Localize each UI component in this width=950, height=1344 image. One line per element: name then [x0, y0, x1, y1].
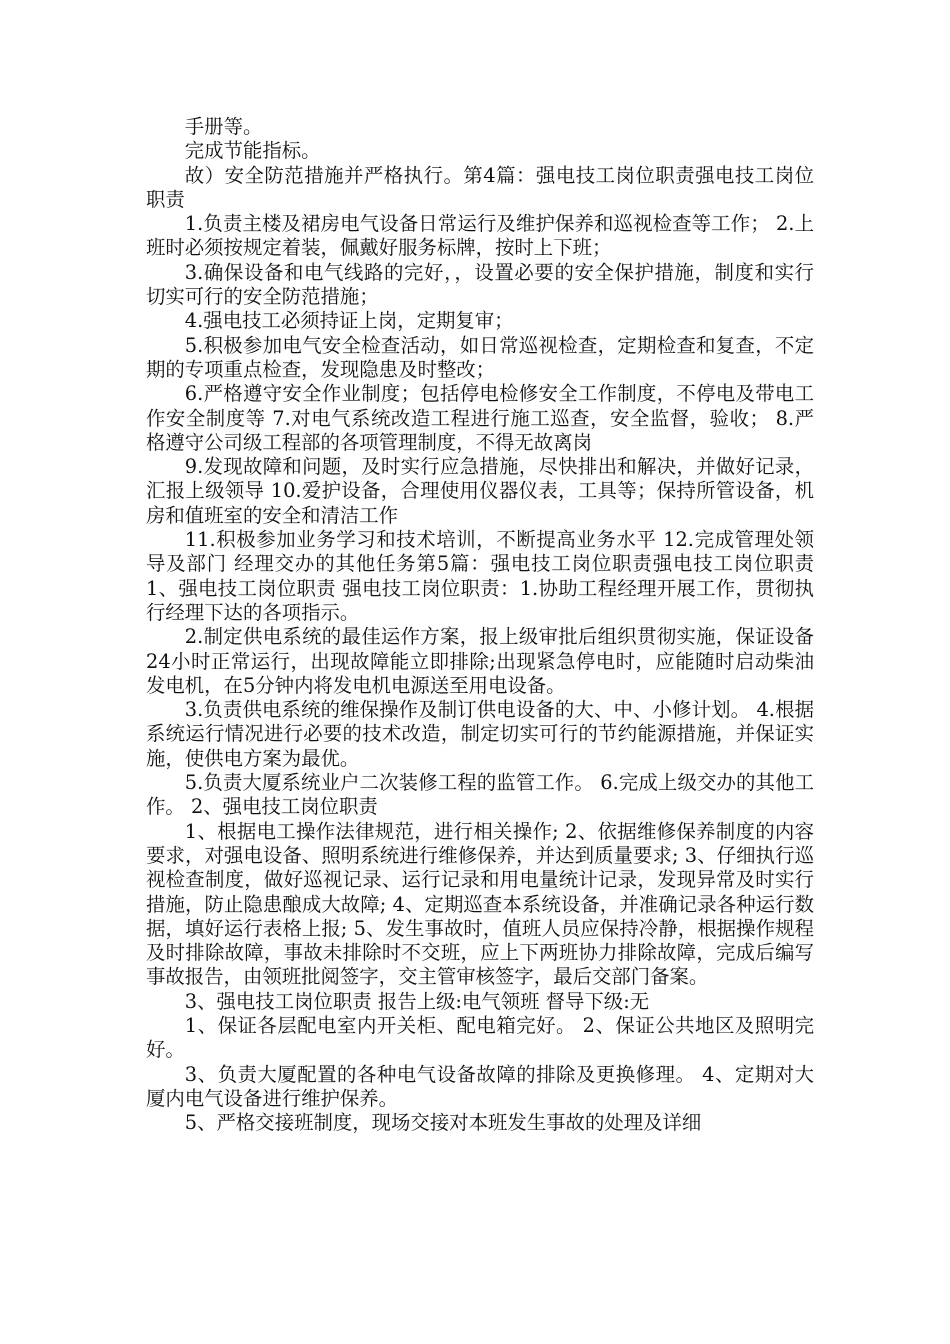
paragraph: 4.强电技工必须持证上岗，定期复审； — [184, 309, 514, 333]
paragraph: 完成节能指标。 — [184, 139, 321, 163]
paragraph: 2.制定供电系统的最佳运作方案，报上级审批后组织贯彻实施，保证设备24小时正常运行，出现故障能立即排除;出现紧急停电时，应能随时启动柴油发电机，在5分钟内将发电机电源送至用电设备。 — [146, 625, 814, 697]
paragraph: 故）安全防范措施并严格执行。第4篇：强电技工岗位职责强电技工岗位职责 — [146, 163, 814, 211]
document-body — [146, 115, 814, 1135]
paragraph: 1、保证各层配电室内开关柜、配电箱完好。 2、保证公共地区及照明完好。 — [146, 1013, 814, 1062]
paragraph: 3.确保设备和电气线路的完好，，设置必要的安全保护措施，制度和实行切实可行的安全防范措施； — [146, 260, 814, 309]
paragraph: 3、负责大厦配置的各种电气设备故障的排除及更换修理。 4、定期对大厦内电气设备进行维护保养。 — [146, 1062, 814, 1110]
paragraph: 3.负责供电系统的维保操作及制订供电设备的大、中、小修计划。 4.根据系统运行情况进行必要的技术改造，制定切实可行的节约能源措施，并保证实施，使供电方案为最优。 — [146, 698, 814, 770]
paragraph: 5.负责大厦系统业户二次装修工程的监管工作。 6.完成上级交办的其他工作。 2、强电技工岗位职责 — [146, 771, 814, 819]
paragraph: 9.发现故障和问题，及时实行应急措施，尽快排出和解决，并做好记录，汇报上级领导 10.爱护设备，合理使用仪器仪表，工具等；保持所管设备，机房和值班室的安全和清洁工作 — [146, 455, 814, 527]
paragraph: 手册等。 — [184, 115, 263, 138]
paragraph: 11.积极参加业务学习和技术培训，不断提高业务水平 12.完成管理处领导及部门 经理交办的其他任务第5篇：强电技工岗位职责强电技工岗位职责 1、强电技工岗位职责 强电技工岗位职责：1.协助工程经理开展工作，贯彻执行经理下达的各项指示。 — [146, 528, 814, 624]
paragraph: 5、严格交接班制度，现场交接对本班发生事故的处理及详细 — [184, 1111, 702, 1135]
paragraph: 3、强电技工岗位职责 报告上级:电气领班 督导下级:无 — [184, 989, 650, 1013]
paragraph: 5.积极参加电气安全检查活动，如日常巡视检查，定期检查和复查，不定期的专项重点检查，发现隐患及时整改； — [146, 333, 814, 381]
paragraph: 6.严格遵守安全作业制度；包括停电检修安全工作制度，不停电及带电工作安全制度等 7.对电气系统改造工程进行施工巡查，安全监督，验收； 8.严格遵守公司级工程部的各项管理制度，不得无故离岗 — [146, 382, 814, 454]
paragraph: 1.负责主楼及裙房电气设备日常运行及维护保养和巡视检查等工作； 2.上班时必须按规定着装，佩戴好服务标牌，按时上下班； — [146, 212, 814, 260]
paragraph: 1、根据电工操作法律规范，进行相关操作; 2、依据维修保养制度的内容要求，对强电设备、照明系统进行维修保养，并达到质量要求; 3、仔细执行巡视检查制度，做好巡视记录、运行记录和用电量统计记录，发现异常及时实行措施，防止隐患酿成大故障; 4、定期巡查本系统设备，并准确记录各种运行数据，填好运行表格上报; 5、发生事故时，值班人员应保持冷静，根据操作规程及时排除故障，事故未排除时不交班，应上下两班协力排除故障，完成后编写事故报告，由领班批阅签字，交主管审核签字，最后交部门备案。 — [146, 819, 814, 989]
